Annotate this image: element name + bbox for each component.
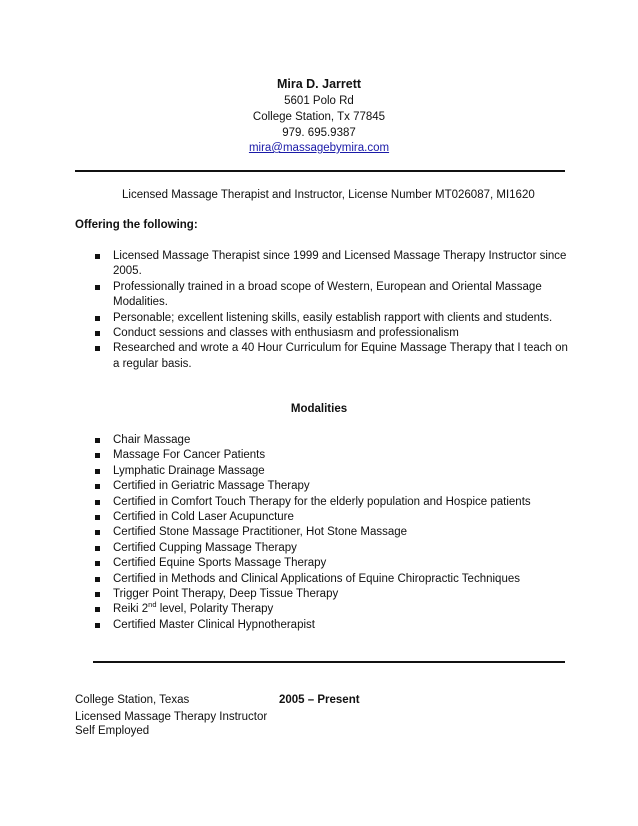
section-divider bbox=[93, 661, 565, 663]
list-item: Professionally trained in a broad scope of Western, European and Oriental Massage Modalities. bbox=[95, 280, 575, 311]
list-item: Certified Master Clinical Hypnotherapist bbox=[95, 618, 575, 633]
experience-employer: Self Employed bbox=[75, 725, 150, 737]
list-item: Researched and wrote a 40 Hour Curriculum for Equine Massage Therapy that I teach on a regular basis. bbox=[95, 341, 575, 372]
offering-heading: Offering the following: bbox=[75, 219, 198, 231]
list-item: Reiki 2nd level, Polarity Therapy bbox=[95, 602, 575, 617]
modalities-list bbox=[95, 433, 575, 633]
header-divider bbox=[75, 170, 565, 172]
phone-number: 979. 695.9387 bbox=[282, 127, 356, 139]
bullet-icon bbox=[95, 546, 100, 551]
resume-name: Mira D. Jarrett bbox=[276, 77, 362, 91]
bullet-icon bbox=[95, 592, 100, 597]
address-line-2: College Station, Tx 77845 bbox=[252, 111, 386, 123]
list-item: Certified Stone Massage Practitioner, Hot Stone Massage bbox=[95, 525, 575, 540]
address-line-1: 5601 Polo Rd bbox=[284, 95, 354, 107]
bullet-icon bbox=[95, 484, 100, 489]
offering-list bbox=[95, 249, 575, 372]
experience-dates: 2005 – Present bbox=[279, 694, 360, 706]
bullet-icon bbox=[95, 577, 100, 582]
bullet-icon bbox=[95, 438, 100, 443]
list-item: Trigger Point Therapy, Deep Tissue Therapy bbox=[95, 587, 575, 602]
license-line: Licensed Massage Therapist and Instructor, License Number MT026087, MI1620 bbox=[122, 189, 535, 201]
list-item: Chair Massage bbox=[95, 433, 575, 448]
list-item: Certified in Methods and Clinical Applications of Equine Chiropractic Techniques bbox=[95, 572, 575, 587]
bullet-icon bbox=[95, 316, 100, 321]
bullet-icon bbox=[95, 515, 100, 520]
bullet-icon bbox=[95, 607, 100, 612]
bullet-icon bbox=[95, 453, 100, 458]
list-item: Massage For Cancer Patients bbox=[95, 448, 575, 463]
experience-title: Licensed Massage Therapy Instructor bbox=[75, 711, 268, 723]
bullet-icon bbox=[95, 285, 100, 290]
list-item: Certified Cupping Massage Therapy bbox=[95, 541, 575, 556]
list-item: Certified in Geriatric Massage Therapy bbox=[95, 479, 575, 494]
modalities-heading: Modalities bbox=[290, 403, 348, 415]
bullet-icon bbox=[95, 254, 100, 259]
bullet-icon bbox=[95, 346, 100, 351]
bullet-icon bbox=[95, 331, 100, 336]
bullet-icon bbox=[95, 623, 100, 628]
bullet-icon bbox=[95, 500, 100, 505]
list-item: Certified Equine Sports Massage Therapy bbox=[95, 556, 575, 571]
bullet-icon bbox=[95, 530, 100, 535]
experience-location: College Station, Texas bbox=[75, 694, 190, 706]
list-item: Personable; excellent listening skills, easily establish rapport with clients and students. bbox=[95, 311, 575, 326]
list-item: Certified in Cold Laser Acupuncture bbox=[95, 510, 575, 525]
list-item: Certified in Comfort Touch Therapy for the elderly population and Hospice patients bbox=[95, 495, 575, 510]
list-item: Licensed Massage Therapist since 1999 and Licensed Massage Therapy Instructor since 2005. bbox=[95, 249, 575, 280]
bullet-icon bbox=[95, 469, 100, 474]
list-item: Lymphatic Drainage Massage bbox=[95, 464, 575, 479]
email-link[interactable]: mira@massagebymira.com bbox=[248, 142, 390, 154]
bullet-icon bbox=[95, 561, 100, 566]
list-item: Conduct sessions and classes with enthusiasm and professionalism bbox=[95, 326, 575, 341]
